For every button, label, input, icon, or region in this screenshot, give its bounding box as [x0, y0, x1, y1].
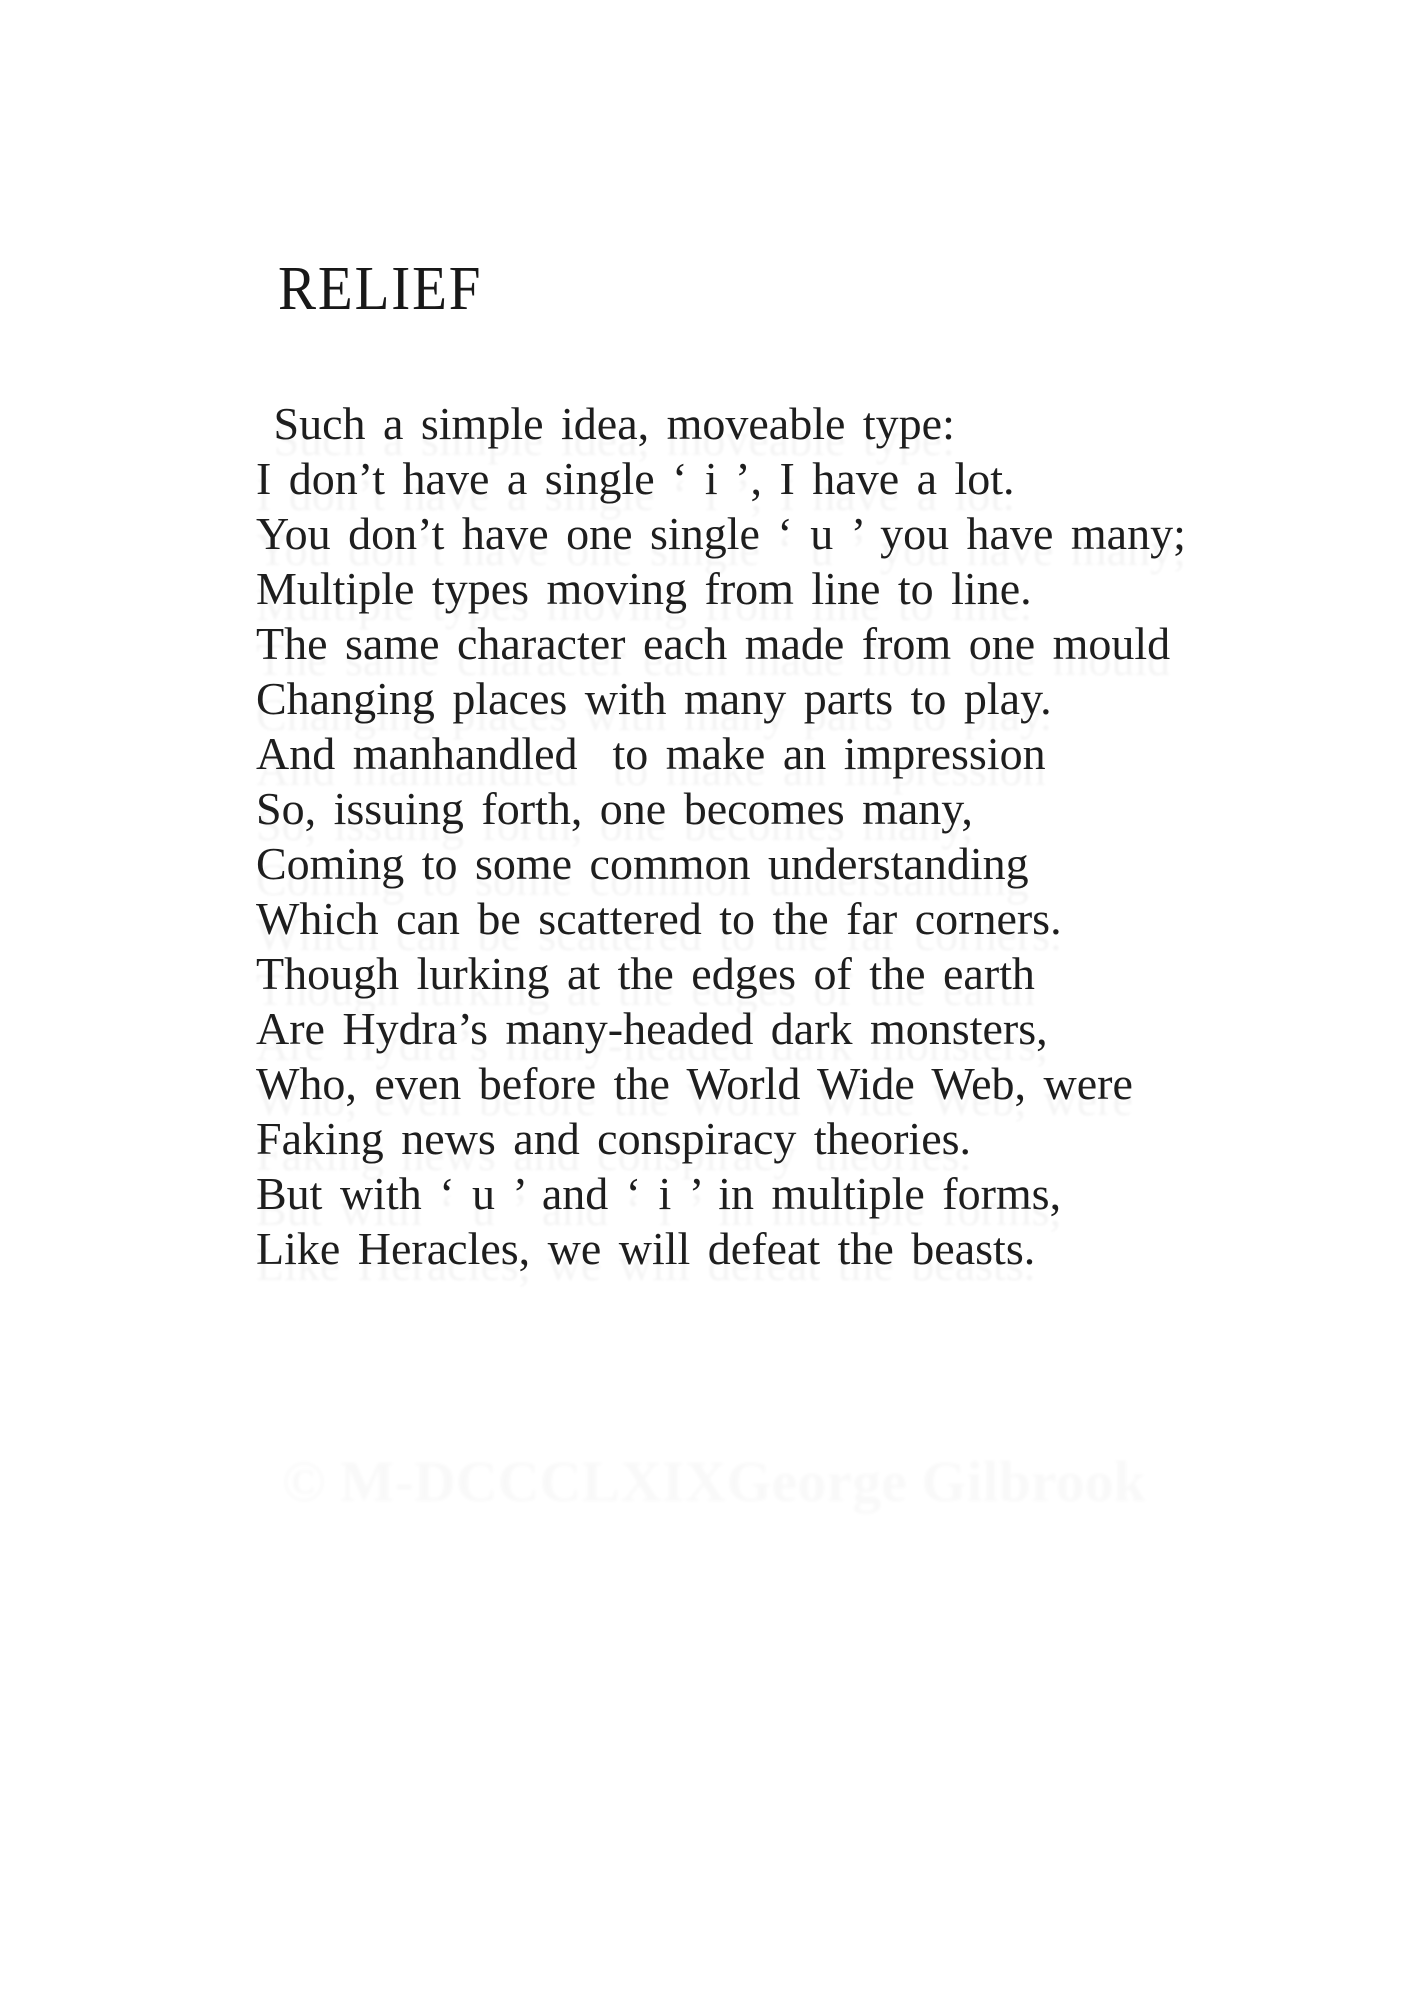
poem-line: Though lurking at the edges of the earth: [256, 948, 1035, 999]
poem-line: Changing places with many parts to play.: [256, 673, 1052, 724]
poem-line: Like Heracles, we will defeat the beasts.: [256, 1223, 1036, 1274]
watermark: [282, 1448, 1094, 1515]
poem-line: The same character each made from one mould: [256, 618, 1171, 669]
poem-line: So, issuing forth, one becomes many,: [256, 783, 973, 834]
poem-line: Which can be scattered to the far corners.: [256, 893, 1062, 944]
poem-line: You don’t have one single ‘ u ’ you have many;: [256, 508, 1186, 559]
poem-title: RELIEF: [278, 255, 483, 323]
poem-line: Who, even before the World Wide Web, were: [256, 1058, 1133, 1109]
poem-line: Multiple types moving from line to line.: [256, 563, 1032, 614]
watermark-copyright: [282, 1448, 726, 1515]
poem-line: Coming to some common understanding: [256, 838, 1029, 889]
watermark-author: [726, 1448, 1145, 1515]
poem-line: But with ‘ u ’ and ‘ i ’ in multiple forms,: [256, 1168, 1062, 1219]
poem-line: Such a simple idea, moveable type:: [256, 398, 955, 449]
poem-line: I don’t have a single ‘ i ’, I have a lot.: [256, 453, 1015, 504]
poem-line: And manhandled to make an impression: [256, 728, 1046, 779]
poem-body: [256, 396, 1186, 1276]
poem-line: Faking news and conspiracy theories.: [256, 1113, 972, 1164]
poem-line: Are Hydra’s many-headed dark monsters,: [256, 1003, 1048, 1054]
